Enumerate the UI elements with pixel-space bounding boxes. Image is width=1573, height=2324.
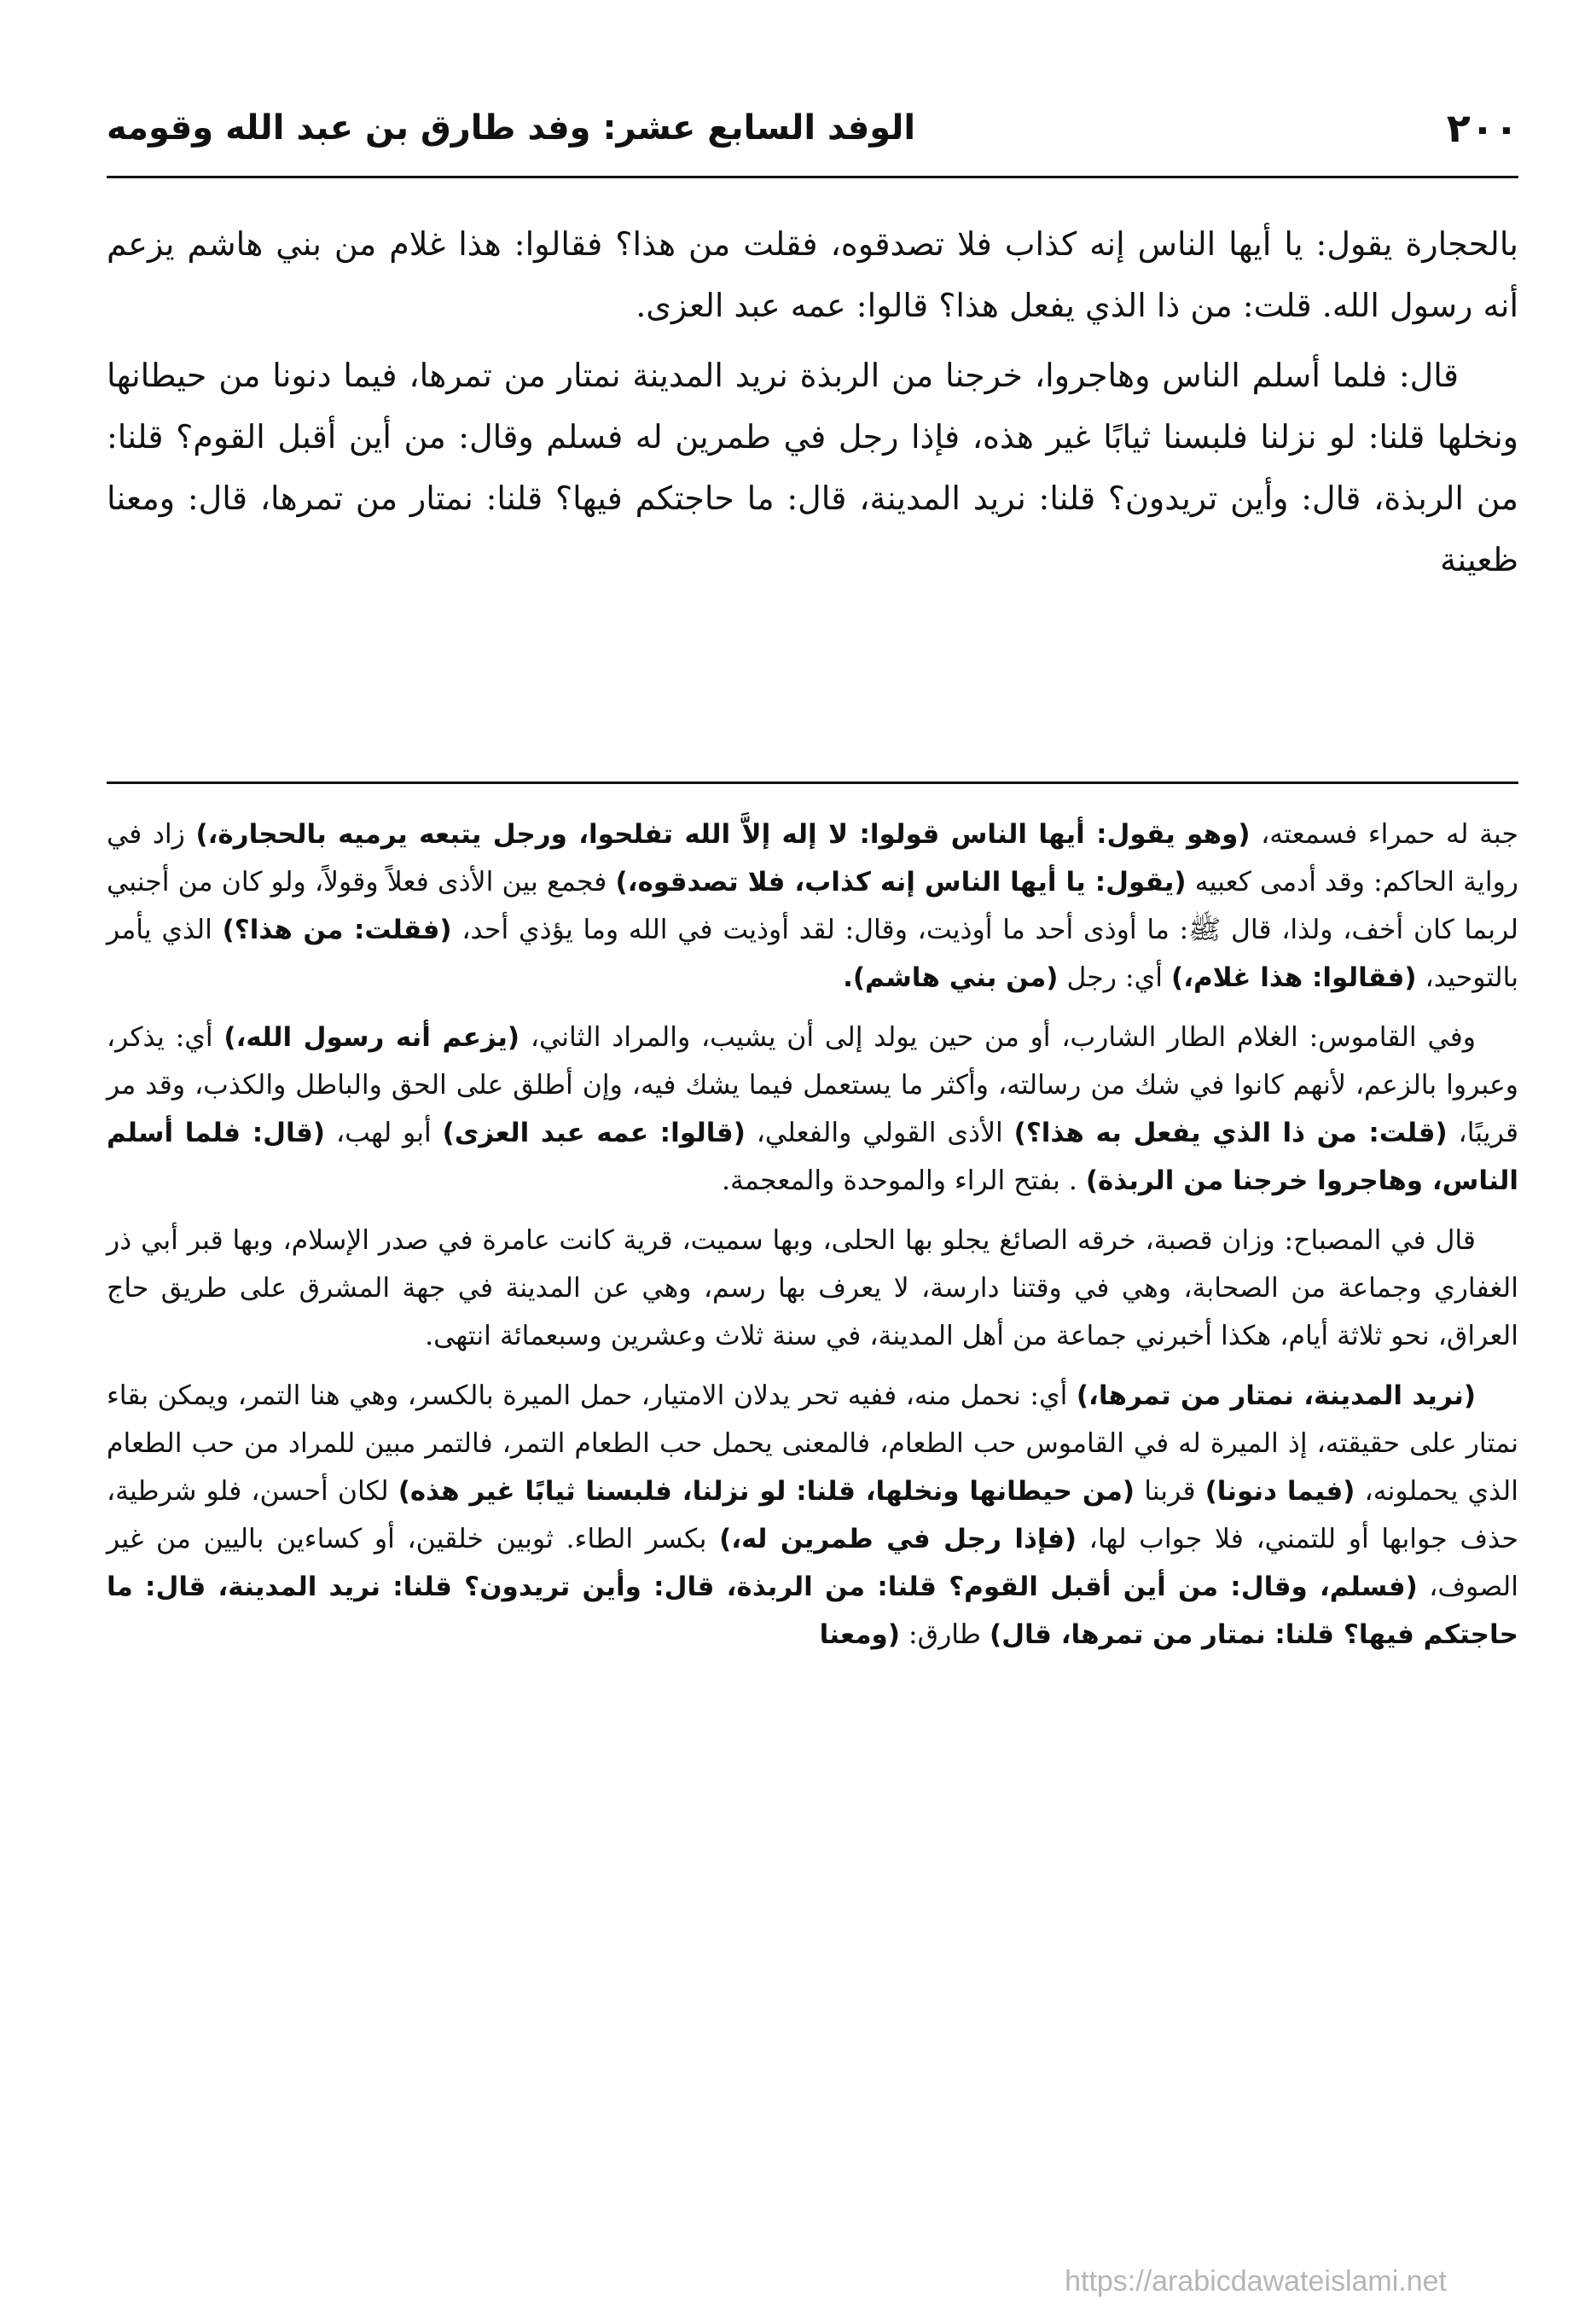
- commentary-quote: (وهو يقول: أيها الناس قولوا: لا إله إلاَّ الله تفلحوا، ورجل يتبعه يرميه بالحجارة،): [195, 819, 1251, 850]
- commentary-paragraph-2: [107, 1014, 1518, 1205]
- commentary-quote: (قال: فلما أسلم الناس، وهاجروا خرجنا من الربذة): [107, 1118, 1518, 1196]
- commentary-quote: (قالوا: عمه عبد العزى): [442, 1118, 746, 1148]
- commentary-text: قربنا: [1135, 1476, 1205, 1507]
- commentary-text: فجمع بين الأذى فعلاً وقولاً، ولو كان من أجنبي لربما كان أخف، ولذا، قال ﷺ: ما أوذى أحد ما أوذيت، وقال: لقد أوذيت في الله وما يؤذي أحد،: [107, 867, 1518, 945]
- commentary: [107, 810, 1518, 1670]
- commentary-quote: (فسلم، وقال: من أين أقبل القوم؟ قلنا: من الربذة، قال: وأين تريدون؟ قلنا: نريد المدينة، قال: ما حاجتكم فيها؟ قلنا: نمتار من تمرها، قال): [107, 1572, 1518, 1650]
- commentary-text: طارق:: [900, 1619, 990, 1650]
- watermark-url: https://arabicdawateislami.net: [1065, 2265, 1447, 2298]
- commentary-quote: (فقلت: من هذا؟): [222, 915, 452, 945]
- commentary-paragraph-3: قال في المصباح: وزان قصبة، خرقه الصائغ يجلو بها الحلى، وبها سميت، قرية كانت عامرة في صدر الإسلام، وبها قبر أبي ذر الغفاري وجماعة من الصحابة، وهي في وقتنا دارسة، لا يعرف بها رسم، وهي عن المدينة في جهة المشرق على طريق حاج العراق، نحو ثلاثة أيام، هكذا أخبرني جماعة من أهل المدينة، في سنة ثلاث وعشرين وسبعمائة انتهى.: [107, 1225, 1518, 1351]
- commentary-text: زاد في رواية الحاكم: وقد أدمى كعبيه: [107, 819, 1518, 898]
- commentary-quote: (قلت: من ذا الذي يفعل به هذا؟): [1013, 1118, 1448, 1148]
- commentary-text: أي: رجل: [1058, 962, 1172, 993]
- commentary-quote: (ومعنا: [819, 1619, 900, 1650]
- commentary-text: الذي يأمر بالتوحيد،: [107, 915, 1518, 993]
- commentary-paragraph-1: [107, 810, 1518, 1002]
- commentary-text: بكسر الطاء. ثوبين خلقين، أو كساءين باليين من غير الصوف،: [107, 1524, 1518, 1602]
- commentary-text: . بفتح الراء والموحدة والمعجمة.: [721, 1165, 1086, 1196]
- running-title: الوفد السابع عشر: وفد طارق بن عبد الله وقومه: [107, 108, 916, 148]
- commentary-quote: (يزعم أنه رسول الله،): [223, 1022, 520, 1053]
- main-text: [107, 213, 1518, 599]
- commentary-quote: (من حيطانها ونخلها، قلنا: لو نزلنا، فلبسنا ثيابًا غير هذه): [398, 1476, 1135, 1507]
- commentary-quote: (فإذا رجل في طمرين له،): [719, 1524, 1077, 1554]
- commentary-quote: (فقالوا: هذا غلام،): [1171, 962, 1417, 993]
- page-header: [107, 85, 1518, 171]
- commentary-quote: (فيما دنونا): [1204, 1476, 1355, 1507]
- commentary-text: لكان أحسن، فلو شرطية، حذف جوابها أو للتمني، فلا جواب لها،: [107, 1476, 1518, 1554]
- commentary-quote: (نريد المدينة، نمتار من تمرها،): [1076, 1380, 1477, 1411]
- page-number: ٢٠٠: [1446, 105, 1518, 151]
- commentary-text: أبو لهب،: [325, 1118, 443, 1148]
- commentary-text: الأذى القولي والفعلي،: [745, 1118, 1014, 1148]
- commentary-quote: (يقول: يا أيها الناس إنه كذاب، فلا تصدقوه،): [615, 867, 1187, 898]
- commentary-text: أي: نحمل منه، ففيه تحر يدلان الامتيار، حمل الميرة بالكسر، وهي هنا التمر، ويمكن بقاء نمتار على حقيقته، إذ الميرة له في القاموس حب الطعام، فالمعنى يحمل حب الطعام التمر، فالتمر مبين للمراد من حب الطعام الذي يحملونه،: [107, 1380, 1518, 1507]
- commentary-paragraph-4: [107, 1372, 1518, 1659]
- main-paragraph-2: قال: فلما أسلم الناس وهاجروا، خرجنا من الربذة نريد المدينة نمتار من تمرها، فيما دنونا من حيطانها ونخلها قلنا: لو نزلنا فلبسنا ثيابًا غير هذه، فإذا رجل في طمرين له فسلم وقال: من أين أقبل القوم؟ قلنا: من الربذة، قال: وأين تريدون؟ قلنا: نريد المدينة، قال: ما حاجتكم فيها؟ قلنا: نمتار من تمرها، قال: ومعنا ظعينة: [107, 357, 1518, 578]
- commentary-quote: (من بني هاشم).: [843, 962, 1059, 993]
- main-paragraph-1: بالحجارة يقول: يا أيها الناس إنه كذاب فلا تصدقوه، فقلت من هذا؟ فقالوا: هذا غلام من بني هاشم يزعم أنه رسول الله. قلت: من ذا الذي يفعل هذا؟ قالوا: عمه عبد العزى.: [107, 225, 1518, 324]
- footnote-rule: [107, 781, 1518, 784]
- commentary-text: وفي القاموس: الغلام الطار الشارب، أو من حين يولد إلى أن يشيب، والمراد الثاني،: [519, 1022, 1476, 1053]
- commentary-text: أي: يذكر، وعبروا بالزعم، لأنهم كانوا في شك من رسالته، وأكثر ما يستعمل فيما يشك فيه، وإن أطلق على الحق والباطل والكذب، وقد مر قريبًا،: [107, 1022, 1519, 1148]
- header-rule: [107, 176, 1518, 178]
- commentary-text: جبة له حمراء فسمعته،: [1250, 819, 1518, 850]
